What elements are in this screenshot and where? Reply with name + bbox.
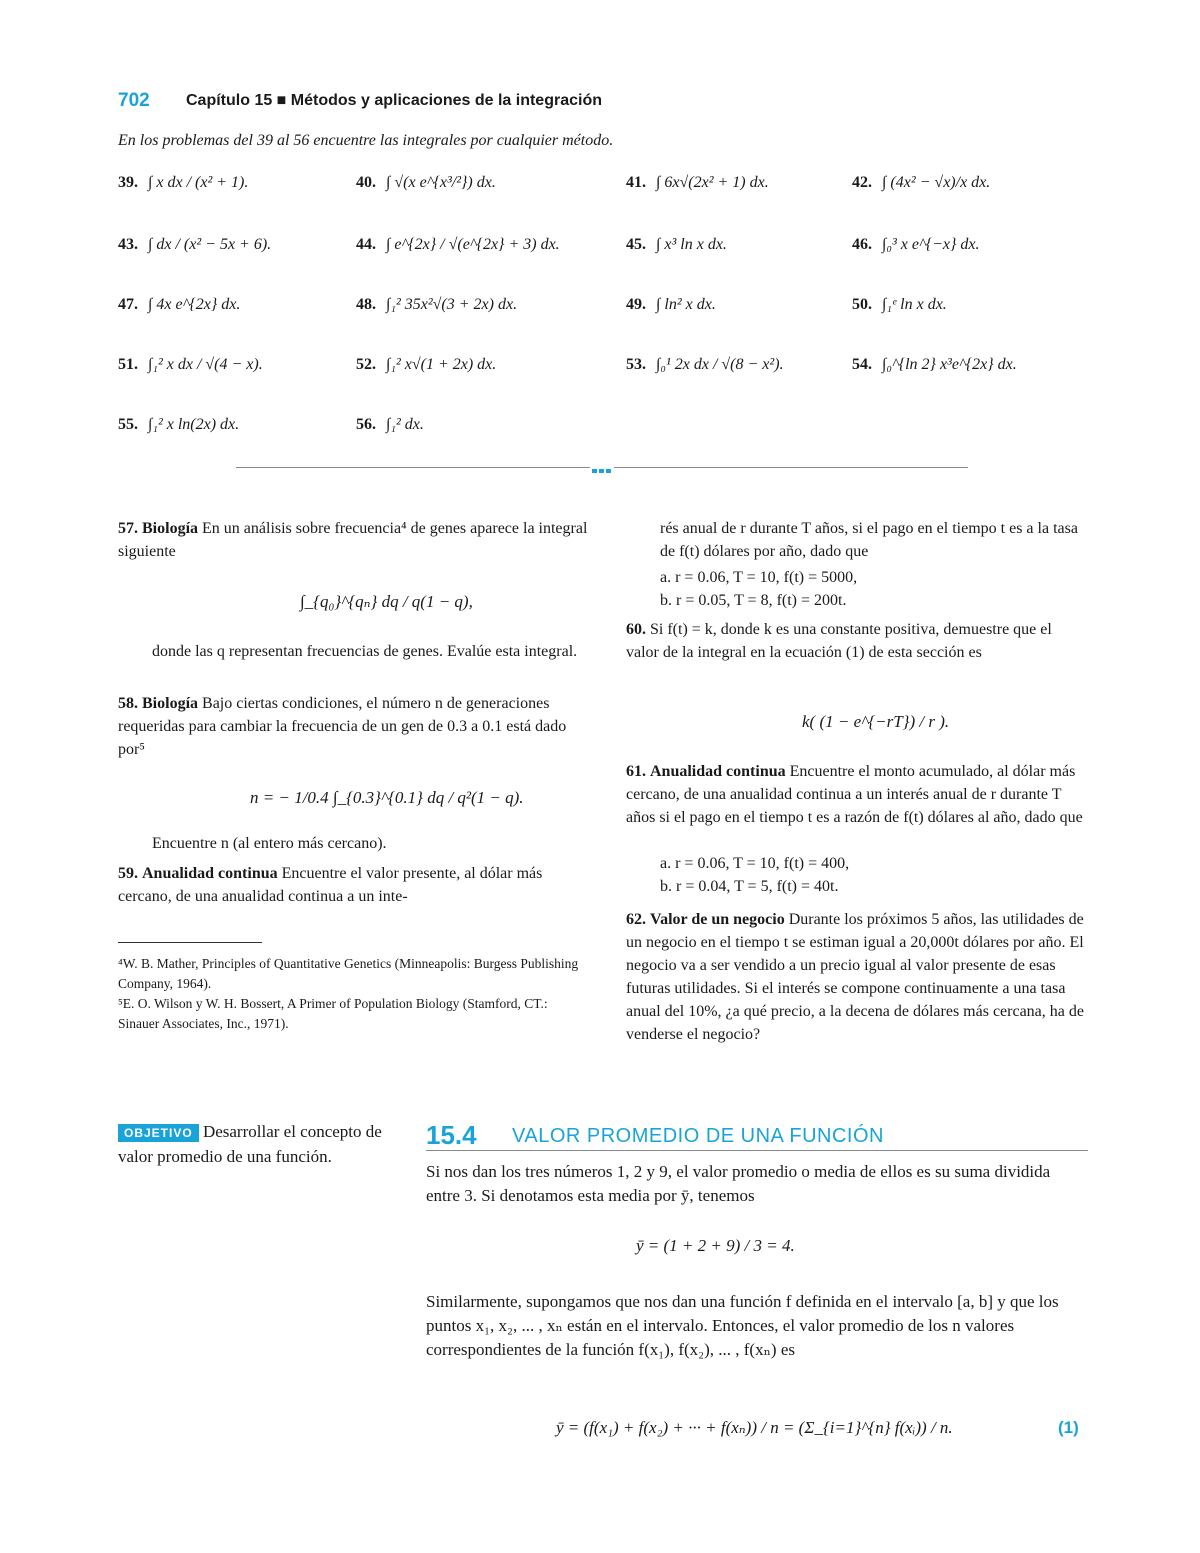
problem-57: 57. Biología En un análisis sobre frecuencia⁴ de genes aparece la integral siguiente [118, 520, 588, 560]
problem-50: 50. ∫₁ᵉ ln x dx. [852, 296, 947, 313]
section-paragraph-1: Si nos dan los tres números 1, 2 y 9, el valor promedio o media de ellos es su suma dividida entre 3. Si denotamos esta media por ȳ, tenemos [426, 1162, 1051, 1205]
problem-59: 59. Anualidad continua Encuentre el valor presente, al dólar más cercano, de una anualidad continua a un inte- [118, 865, 543, 905]
problem-59-continued: rés anual de r durante T años, si el pago en el tiempo t es a la tasa de f(t) dólares por año, dado que [660, 520, 1078, 560]
equation-average: ȳ = (f(x₁) + f(x₂) + ··· + f(xₙ)) / n = (Σ_{i=1}^{n} f(xᵢ)) / n. [556, 1418, 953, 1437]
problem-53: 53. ∫₀¹ 2x dx / √(8 − x²). [626, 356, 784, 373]
problem-58-equation: n = − 1/0.4 ∫_{0.3}^{0.1} dq / q²(1 − q). [250, 788, 524, 807]
divider-left [236, 467, 590, 468]
chapter-title: Capítulo 15 ■ Métodos y aplicaciones de la integración [186, 92, 602, 109]
problem-61: 61. Anualidad continua Encuentre el monto acumulado, al dólar más cercano, de una anualidad continua a un interés anual de r durante T años si el pago en el tiempo t es a razón de f(t) dólares al año, dado que [626, 763, 1083, 826]
equation-number: (1) [1058, 1418, 1079, 1437]
problem-46: 46. ∫₀³ x e^{−x} dx. [852, 236, 980, 253]
problem-44: 44. ∫ e^{2x} / √(e^{2x} + 3) dx. [356, 236, 560, 253]
section-number: 15.4 [426, 1120, 477, 1150]
problem-60-equation: k( (1 − e^{−rT}) / r ). [802, 712, 950, 731]
objective [118, 1120, 388, 1168]
problem-55: 55. ∫₁² x ln(2x) dx. [118, 416, 240, 433]
problem-52: 52. ∫₁² x√(1 + 2x) dx. [356, 356, 497, 373]
problem-41: 41. ∫ 6x√(2x² + 1) dx. [626, 174, 769, 191]
section-rule [426, 1150, 1088, 1151]
problem-45: 45. ∫ x³ ln x dx. [626, 236, 727, 253]
problem-61-a: a. r = 0.06, T = 10, f(t) = 400, [660, 855, 850, 872]
page-number: 702 [118, 90, 150, 111]
problem-57-text2: donde las q representan frecuencias de genes. Evalúe esta integral. [152, 643, 578, 660]
objective-text: Desarrollar el concepto de valor promedio de una función. [118, 1122, 382, 1166]
divider-ornament [592, 462, 612, 470]
problem-58: 58. Biología Bajo ciertas condiciones, el número n de generaciones requeridas para cambiar la frecuencia de un gen de 0.3 a 0.1 está dado por⁵ [118, 695, 567, 758]
problem-49: 49. ∫ ln² x dx. [626, 296, 716, 313]
section-title: VALOR PROMEDIO DE UNA FUNCIÓN [512, 1125, 884, 1147]
problem-62: 62. Valor de un negocio Durante los próximos 5 años, las utilidades de un negocio en el tiempo t se estiman igual a 20,000t dólares por año. El negocio va a ser vendido a un precio igual al valor presente de esas futuras utilidades. Si el interés se compone continuamente a una tasa anual del 10%, ¿a qué precio, a la decena de dólares más cercana, ha de venderse el negocio? [626, 911, 1084, 1043]
problem-60: 60. Si f(t) = k, donde k es una constante positiva, demuestre que el valor de la integral en la ecuación (1) de esta sección es [626, 621, 1052, 661]
objective-badge: OBJETIVO [118, 1124, 199, 1142]
problem-47: 47. ∫ 4x e^{2x} dx. [118, 296, 241, 313]
problem-42: 42. ∫ (4x² − √x)/x dx. [852, 174, 991, 191]
problem-48: 48. ∫₁² 35x²√(3 + 2x) dx. [356, 296, 518, 313]
footnote-rule [118, 942, 262, 943]
footnote-4: ⁴W. B. Mather, Principles of Quantitative Genetics (Minneapolis: Burgess Publishing Company, 1964). [118, 956, 579, 991]
problem-57-equation: ∫_{q₀}^{qₙ} dq / q(1 − q), [300, 592, 473, 611]
problem-56: 56. ∫₁² dx. [356, 416, 424, 433]
section-paragraph-2: Similarmente, supongamos que nos dan una función f definida en el intervalo [a, b] y que los puntos x₁, x₂, ... , xₙ están en el intervalo. Entonces, el valor promedio de los n valores correspondientes de la función f(x₁), f(x₂), ... , f(xₙ) es [426, 1292, 1059, 1359]
problem-59-b: b. r = 0.05, T = 8, f(t) = 200t. [660, 592, 847, 609]
problem-40: 40. ∫ √(x e^{x³/²}) dx. [356, 174, 496, 191]
problem-51: 51. ∫₁² x dx / √(4 − x). [118, 356, 263, 373]
divider-right [614, 467, 968, 468]
instructions: En los problemas del 39 al 56 encuentre las integrales por cualquier método. [118, 132, 614, 149]
problem-54: 54. ∫₀^{ln 2} x³e^{2x} dx. [852, 356, 1017, 373]
problem-61-b: b. r = 0.04, T = 5, f(t) = 40t. [660, 878, 839, 895]
problem-59-a: a. r = 0.06, T = 10, f(t) = 5000, [660, 569, 858, 586]
problem-43: 43. ∫ dx / (x² − 5x + 6). [118, 236, 272, 253]
footnote-5: ⁵E. O. Wilson y W. H. Bossert, A Primer of Population Biology (Stamford, CT.: Sinauer Associates, Inc., 1971). [118, 996, 548, 1031]
problem-58-text2: Encuentre n (al entero más cercano). [152, 835, 387, 852]
problem-39: 39. ∫ x dx / (x² + 1). [118, 174, 249, 191]
equation-mean: ȳ = (1 + 2 + 9) / 3 = 4. [636, 1236, 795, 1255]
